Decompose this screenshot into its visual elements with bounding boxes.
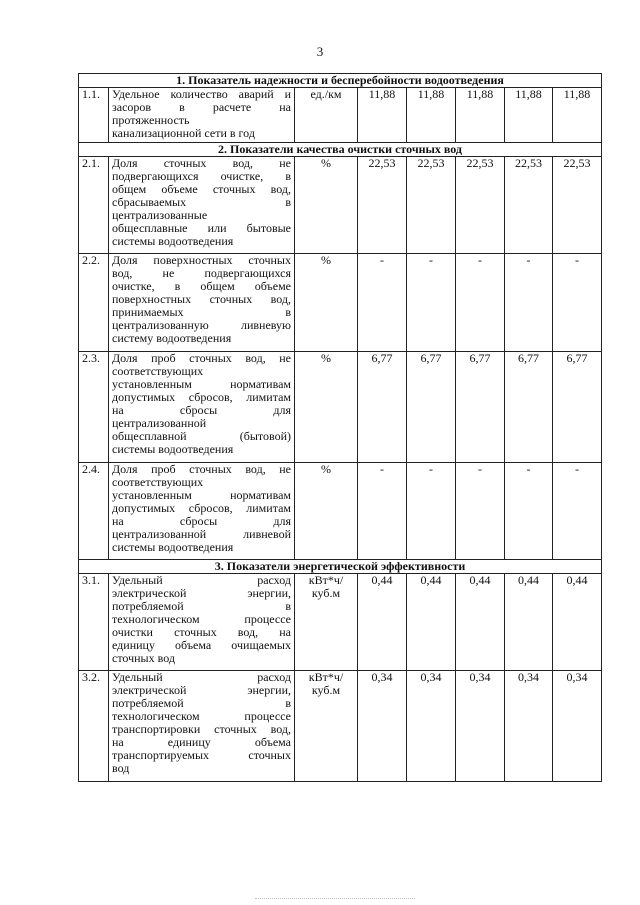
- indicator-description-line: допустимых сбросов, лимитам: [112, 501, 291, 515]
- indicator-value: 11,88: [505, 88, 553, 143]
- indicator-value: -: [553, 463, 602, 560]
- indicator-description-line: централизованной ливневой: [112, 527, 291, 541]
- indicator-row: [79, 463, 602, 560]
- indicator-description: [109, 574, 295, 671]
- indicator-description: [109, 157, 295, 254]
- indicator-value: 0,34: [358, 671, 407, 782]
- indicator-description-line: поверхностных сточных вод,: [112, 292, 291, 306]
- indicator-description-line: систему водоотведения: [112, 331, 232, 345]
- indicator-description-line: очистки сточных вод, на: [112, 625, 291, 639]
- indicator-description-line: допустимых сбросов, лимитам: [112, 390, 291, 404]
- indicator-value: 6,77: [505, 352, 553, 463]
- indicator-row: [79, 671, 602, 782]
- indicator-description-line: Удельный расход: [112, 670, 291, 684]
- indicator-description-line: очистке, в общем объеме: [112, 279, 291, 293]
- indicator-value: 11,88: [553, 88, 602, 143]
- indicator-description-line: сточных вод: [112, 651, 175, 665]
- indicator-description: [109, 671, 295, 782]
- indicator-description-line: соответствующих: [112, 364, 204, 378]
- indicator-unit: %: [295, 254, 358, 352]
- indicator-value: 22,53: [553, 157, 602, 254]
- indicator-row: [79, 352, 602, 463]
- indicator-number: 2.2.: [79, 254, 109, 352]
- indicator-description-line: электрической энергии,: [112, 683, 291, 697]
- indicator-description-line: транспортировки сточных вод,: [112, 722, 291, 736]
- section-header-row: [79, 143, 602, 157]
- indicator-value: 0,44: [553, 574, 602, 671]
- indicators-table: [78, 73, 602, 782]
- indicator-description-line: на сбросы для: [112, 514, 291, 528]
- section-header-row: [79, 560, 602, 574]
- indicator-description-line: протяженность: [112, 113, 190, 127]
- indicator-value: 22,53: [456, 157, 505, 254]
- indicator-description-line: транспортируемых сточных: [112, 748, 291, 762]
- indicator-description-line: соответствующих: [112, 475, 204, 489]
- indicator-number: 2.4.: [79, 463, 109, 560]
- indicator-description-line: сбрасываемых в: [112, 195, 291, 209]
- indicator-value: 0,44: [505, 574, 553, 671]
- indicator-value: 0,34: [505, 671, 553, 782]
- indicator-description-line: на единицу объема: [112, 735, 291, 749]
- indicator-description-line: общесплавные или бытовые: [112, 221, 291, 235]
- indicator-unit: кВт*ч/ куб.м: [295, 671, 358, 782]
- indicator-description-line: Доля проб сточных вод, не: [112, 351, 291, 365]
- indicator-description-line: системы водоотведения: [112, 442, 234, 456]
- indicator-number: 2.1.: [79, 157, 109, 254]
- indicator-value: -: [358, 463, 407, 560]
- section-title: 2. Показатели качества очистки сточных вод: [79, 143, 602, 157]
- indicator-description-line: технологическом процессе: [112, 709, 291, 723]
- indicator-description-line: централизованные: [112, 208, 208, 222]
- indicator-value: -: [456, 254, 505, 352]
- indicator-row: [79, 157, 602, 254]
- indicator-value: -: [407, 254, 456, 352]
- indicator-unit: %: [295, 463, 358, 560]
- indicator-description-line: единицу объема очищаемых: [112, 638, 291, 652]
- indicator-description-line: подвергающихся очистке, в: [112, 169, 291, 183]
- indicator-value: 6,77: [407, 352, 456, 463]
- indicator-description: [109, 88, 295, 143]
- indicator-description-line: вод: [112, 761, 130, 775]
- indicator-description-line: на сбросы для: [112, 403, 291, 417]
- indicator-description-line: технологическом процессе: [112, 612, 291, 626]
- indicator-value: 0,44: [358, 574, 407, 671]
- indicator-row: [79, 254, 602, 352]
- indicator-value: 11,88: [358, 88, 407, 143]
- indicator-description-line: Удельное количество аварий и: [112, 87, 291, 101]
- indicator-value: 0,44: [407, 574, 456, 671]
- page-number: 3: [316, 44, 324, 59]
- indicator-value: -: [505, 463, 553, 560]
- scan-artifact-line: [255, 898, 415, 900]
- indicator-description-line: Удельный расход: [112, 573, 291, 587]
- indicator-number: 3.1.: [79, 574, 109, 671]
- indicator-value: -: [505, 254, 553, 352]
- indicator-unit: ед./км: [295, 88, 358, 143]
- indicators-table-body: [79, 74, 602, 782]
- indicator-value: 22,53: [505, 157, 553, 254]
- indicator-description-line: централизованную ливневую: [112, 318, 291, 332]
- indicator-value: 6,77: [358, 352, 407, 463]
- indicator-description-line: принимаемых в: [112, 305, 291, 319]
- indicator-row: [79, 88, 602, 143]
- indicator-value: 6,77: [456, 352, 505, 463]
- section-header-row: [79, 74, 602, 88]
- indicator-number: 1.1.: [79, 88, 109, 143]
- indicator-value: -: [407, 463, 456, 560]
- indicator-value: 0,34: [553, 671, 602, 782]
- indicator-unit: кВт*ч/ куб.м: [295, 574, 358, 671]
- indicator-description-line: потребляемой в: [112, 599, 291, 613]
- indicator-description-line: канализационной сети в год: [112, 126, 255, 140]
- indicator-unit: %: [295, 352, 358, 463]
- indicator-value: 0,44: [456, 574, 505, 671]
- indicator-value: 11,88: [407, 88, 456, 143]
- indicator-description-line: установленным нормативам: [112, 377, 291, 391]
- indicator-description-line: вод, не подвергающихся: [112, 266, 291, 280]
- indicator-value: -: [553, 254, 602, 352]
- indicator-value: 11,88: [456, 88, 505, 143]
- indicator-description-line: общем объеме сточных вод,: [112, 182, 291, 196]
- indicator-value: -: [456, 463, 505, 560]
- section-title: 3. Показатели энергетической эффективности: [79, 560, 602, 574]
- indicator-description-line: системы водоотведения: [112, 540, 234, 554]
- indicator-description-line: электрической энергии,: [112, 586, 291, 600]
- indicator-description-line: Доля поверхностных сточных: [112, 253, 291, 267]
- indicator-row: [79, 574, 602, 671]
- indicator-description-line: системы водоотведения: [112, 234, 234, 248]
- indicator-description-line: Доля проб сточных вод, не: [112, 462, 291, 476]
- indicator-description-line: засоров в расчете на: [112, 100, 291, 114]
- indicator-value: 22,53: [358, 157, 407, 254]
- indicator-unit: %: [295, 157, 358, 254]
- indicator-description-line: общесплавной (бытовой): [112, 429, 291, 443]
- indicator-number: 3.2.: [79, 671, 109, 782]
- indicator-value: 0,34: [407, 671, 456, 782]
- indicator-value: -: [358, 254, 407, 352]
- indicator-value: 6,77: [553, 352, 602, 463]
- indicator-value: 0,34: [456, 671, 505, 782]
- indicator-description-line: Доля сточных вод, не: [112, 156, 291, 170]
- indicator-description: [109, 463, 295, 560]
- indicator-description-line: потребляемой в: [112, 696, 291, 710]
- indicator-value: 22,53: [407, 157, 456, 254]
- indicator-number: 2.3.: [79, 352, 109, 463]
- section-title: 1. Показатель надежности и бесперебойности водоотведения: [79, 74, 602, 88]
- indicator-description-line: централизованной: [112, 416, 207, 430]
- indicator-description-line: установленным нормативам: [112, 488, 291, 502]
- indicator-description: [109, 254, 295, 352]
- indicator-description: [109, 352, 295, 463]
